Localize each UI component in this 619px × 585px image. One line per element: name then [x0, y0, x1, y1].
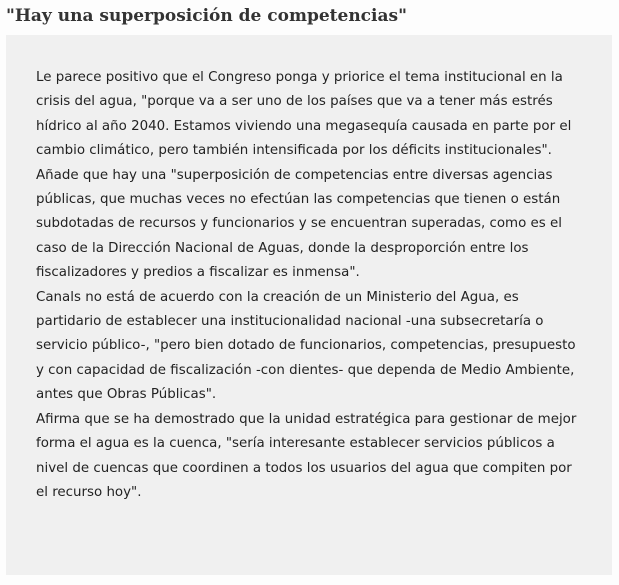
section-heading: "Hay una superposición de competencias" — [6, 6, 407, 26]
paragraph: Canals no está de acuerdo con la creación de un Ministerio del Agua, es partidario de establecer una institucionalidad nacional -una subsecretaría o servicio público-, "pero bien dotado de funcionarios, competencias, presupuesto y con capacidad de fiscalización -con dientes- que dependa de Medio Ambiente, antes que Obras Públicas". — [36, 289, 576, 403]
paragraph: Añade que hay una "superposición de competencias entre diversas agencias públicas, que muchas veces no efectúan las competencias que tienen o están subdotadas de recursos y funcionarios y se encuentran superadas, como es el caso de la Dirección Nacional de Aguas, donde la desproporción entre los fiscalizadores y predios a fiscalizar es inmensa". — [36, 167, 562, 281]
quote-box — [6, 35, 612, 575]
paragraph: Afirma que se ha demostrado que la unidad estratégica para gestionar de mejor forma el agua es la cuenca, "sería interesante establecer servicios públicos a nivel de cuencas que coordinen a todos los usuarios del agua que compiten por el recurso hoy". — [36, 411, 577, 500]
paragraph: Le parece positivo que el Congreso ponga y priorice el tema institucional en la crisis del agua, "porque va a ser uno de los países que va a tener más estrés hídrico al año 2040. Estamos viviendo una megasequía causada en parte por el cambio climático, pero también intensificada por los déficits institucionales". — [36, 70, 572, 159]
